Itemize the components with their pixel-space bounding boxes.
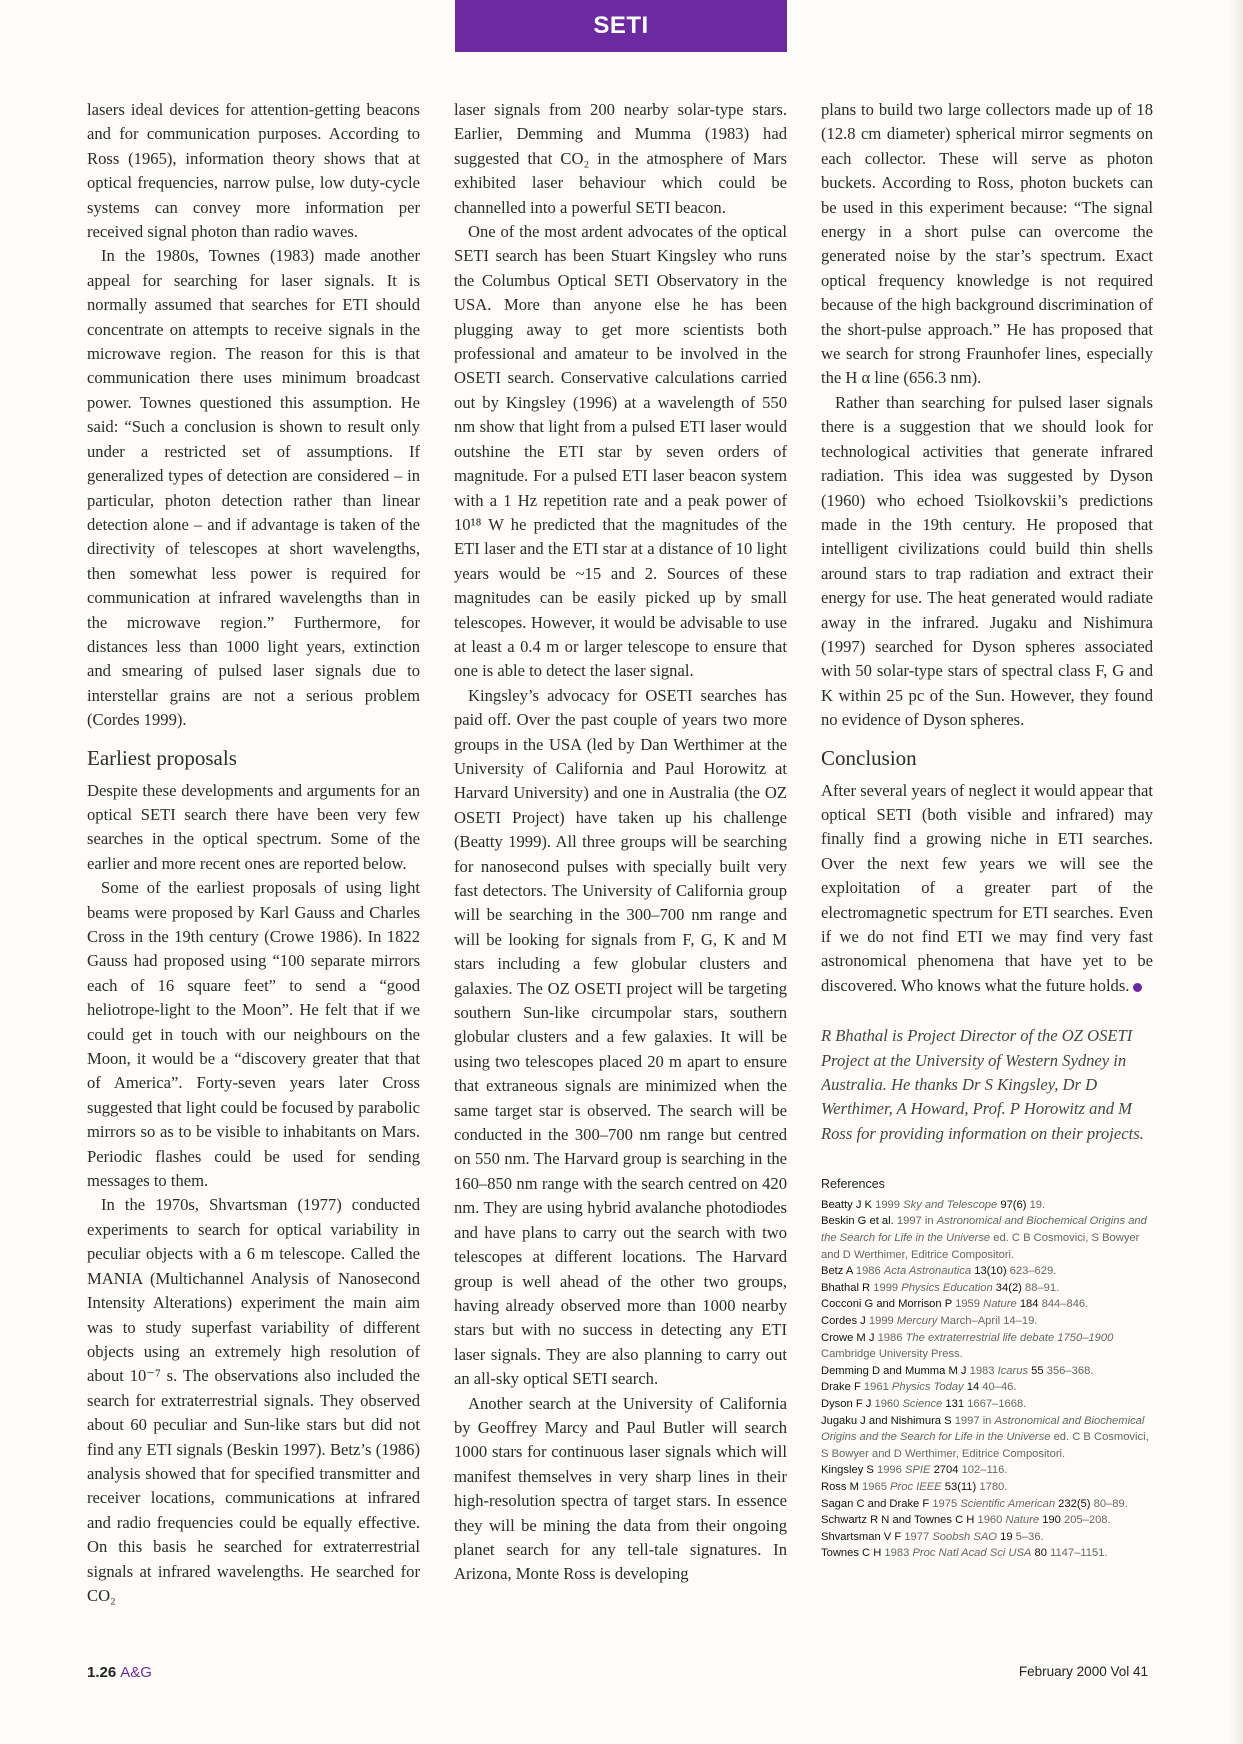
- reference-author: Cordes J: [821, 1315, 866, 1327]
- reference-pages: 205–208.: [1063, 1514, 1111, 1527]
- reference-year: 1997 in: [896, 1215, 934, 1228]
- reference-volume: 184: [1019, 1298, 1039, 1311]
- column-3: [821, 98, 1153, 1638]
- reference-journal: Soobsh SAO: [932, 1530, 997, 1543]
- page-footer-left: [87, 1664, 152, 1681]
- reference-pages: 844–846.: [1041, 1298, 1089, 1311]
- reference-item: [821, 1529, 1153, 1546]
- reference-year: 1997 in: [954, 1414, 992, 1427]
- column-1: [87, 98, 420, 1638]
- reference-journal: Astronomical and Biochemical Origins and the Search for Life in the Universe: [821, 1414, 1145, 1444]
- reference-author: Beskin G et al.: [821, 1215, 894, 1228]
- section-banner: SETI: [455, 0, 787, 52]
- reference-pages: 88–91.: [1025, 1281, 1060, 1294]
- reference-journal: Nature: [1005, 1514, 1040, 1527]
- reference-volume: 55: [1031, 1364, 1044, 1377]
- reference-author: Ross M: [821, 1480, 859, 1493]
- reference-pages: 1780.: [979, 1480, 1008, 1493]
- reference-author: Demming D and Mumma M J: [821, 1364, 967, 1377]
- paragraph: plans to build two large collectors made up of 18 (12.8 cm diameter) spherical mirror segments on each collector. These will serve as photon buckets. According to Ross, photon buckets can be used in this experiment because: “The signal energy in a short pulse can overcome the generated noise by the star’s spectrum. Exact optical frequency knowledge is not required because of the high background discrimination of the short-pulse approach.” He has proposed that we search for strong Fraunhofer lines, especially the H α line (656.3 nm).: [821, 100, 1153, 388]
- reference-year: 1986: [877, 1331, 903, 1344]
- reference-author: Jugaku J and Nishimura S: [821, 1414, 952, 1427]
- reference-item: [821, 1545, 1153, 1562]
- reference-year: 1975: [932, 1497, 958, 1510]
- paragraph: One of the most ardent advocates of the optical SETI search has been Stuart Kingsley who runs the Columbus Optical SETI Observatory in the USA. More than anyone else he has been plugging away to get more scientists both professional and amateur to be involved in the OSETI search. Conservative calculations carried out by Kingsley (1996) at a wavelength of 550 nm show that light from a pulsed ETI laser would outshine the ETI star by seven orders of magnitude. For a pulsed ETI laser beacon system with a 1 Hz repetition rate and a peak power of 10¹⁸ W he predicted that the magnitudes of the ETI laser and the ETI star at a distance of 10 light years would be ~15 and 2. Sources of these magnitudes can be easily picked up by small telescopes. However, it would be advisable to use at least a 0.4 m or larger telescope to ensure that one is able to detect the laser signal.: [454, 222, 787, 681]
- reference-item: [821, 1512, 1153, 1529]
- reference-journal: Physics Today: [891, 1381, 964, 1394]
- reference-journal: Scientific American: [960, 1497, 1056, 1510]
- reference-journal: Sky and Telescope: [903, 1198, 998, 1211]
- reference-author: Schwartz R N and Townes C H: [821, 1514, 975, 1527]
- reference-item: [821, 1263, 1153, 1280]
- reference-author: Shvartsman V F: [821, 1530, 902, 1543]
- reference-author: Dyson F J: [821, 1397, 872, 1410]
- reference-year: 1999: [868, 1315, 894, 1327]
- reference-volume: 53(11): [944, 1480, 977, 1493]
- reference-volume: 97(6): [1000, 1198, 1027, 1211]
- reference-year: 1999: [873, 1281, 899, 1294]
- column-2: [454, 98, 787, 1638]
- reference-journal: Nature: [983, 1298, 1017, 1311]
- reference-journal: Proc IEEE: [890, 1480, 942, 1493]
- reference-volume: 131: [945, 1397, 965, 1410]
- issue-info: February 2000 Vol 41: [1018, 1664, 1148, 1679]
- reference-item: [821, 1313, 1153, 1330]
- reference-item: [821, 1197, 1153, 1214]
- reference-author: Townes C H: [821, 1547, 882, 1560]
- reference-year: 1977: [904, 1530, 930, 1543]
- page-number: 1.26: [87, 1664, 117, 1681]
- reference-item: [821, 1479, 1153, 1496]
- section-heading: Conclusion: [821, 745, 917, 770]
- reference-year: 1986: [855, 1265, 881, 1278]
- reference-journal: Mercury: [896, 1315, 938, 1327]
- paragraph: Rather than searching for pulsed laser signals there is a suggestion that we should look for technological activities that generate infrared radiation. This idea was suggested by Dyson (1960) who echoed Tsiolkovskii’s predictions made in the 19th century. He proposed that intelligent civilizations could build thin shells around stars to trap radiation and extract their energy for use. The heat generated would radiate away in the infrared. Jugaku and Nishimura (1997) searched for Dyson spheres associated with 50 solar-type stars of spectral class F, G and K within 25 pc of the Sun. However, they found no evidence of Dyson spheres.: [821, 392, 1153, 730]
- reference-pages: ed. C B Cosmovici, S Bowyer and D Werthimer, Editrice Compositori.: [821, 1232, 1140, 1261]
- reference-year: 1960: [977, 1514, 1003, 1527]
- reference-pages: 40–46.: [982, 1381, 1017, 1394]
- end-bullet-icon: [1133, 983, 1142, 992]
- reference-year: 1983: [969, 1364, 995, 1377]
- reference-journal: Astronomical and Biochemical Origins and the Search for Life in the Universe: [821, 1215, 1147, 1245]
- reference-item: [821, 1413, 1153, 1463]
- reference-item: [821, 1462, 1153, 1479]
- reference-pages: 623–629.: [1009, 1265, 1057, 1278]
- reference-journal: The extraterrestrial life debate 1750–1900: [905, 1331, 1114, 1344]
- journal-logo: A&G: [120, 1664, 152, 1681]
- paragraph: In the 1980s, Townes (1983) made another appeal for searching for laser signals. It is normally assumed that searches for ETI should concentrate on attempts to receive signals in the microwave region. The reason for this is that communication there uses minimum broadcast power. Townes questioned this assumption. He said: “Such a conclusion is shown to result only under a restricted set of assumptions. If generalized types of detection are considered – in particular, photon detection rather than linear detection alone – and if advantage is taken of the directivity of telescopes at short wavelengths, then somewhat less power is required for communication at infrared wavelengths than in the microwave region.” Furthermore, for distances less than 1000 light years, extinction and smearing of pulsed laser signals due to interstellar grains are not a serious problem (Cordes 1999).: [87, 246, 420, 730]
- reference-journal: SPIE: [904, 1464, 931, 1477]
- paragraph: lasers ideal devices for attention-getting beacons and for communication purposes. According to Ross (1965), information theory shows that at optical frequencies, narrow pulse, low duty-cycle systems can convey more information per received signal photon than radio waves.: [87, 100, 420, 242]
- author-note: R Bhathal is Project Director of the OZ OSETI Project at the University of Western Sydney in Australia. He thanks Dr S Kingsley, Dr D Werthimer, A Howard, Prof. P Horowitz and M Ross for providing information on their projects.: [821, 1026, 1144, 1143]
- reference-pages: 356–368.: [1046, 1364, 1094, 1377]
- reference-volume: 13(10): [974, 1265, 1007, 1278]
- reference-volume: 2704: [933, 1464, 959, 1477]
- reference-pages: 80–89.: [1093, 1497, 1128, 1510]
- reference-item: [821, 1330, 1153, 1363]
- reference-pages: 5–36.: [1015, 1530, 1044, 1543]
- page-edge: [1229, 0, 1243, 1744]
- reference-year: 1983: [884, 1547, 910, 1560]
- reference-year: 1999: [875, 1198, 900, 1211]
- reference-journal: Proc Natl Acad Sci USA: [912, 1547, 1032, 1560]
- reference-volume: 34(2): [995, 1281, 1022, 1294]
- reference-year: 1960: [874, 1397, 900, 1410]
- reference-author: Betz A: [821, 1265, 853, 1278]
- reference-author: Crowe M J: [821, 1331, 875, 1344]
- reference-author: Kingsley S: [821, 1464, 874, 1477]
- reference-item: [821, 1280, 1153, 1297]
- reference-item: [821, 1296, 1153, 1313]
- reference-pages: ed. C B Cosmovici, S Bowyer and D Werthimer, Editrice Compositori.: [821, 1431, 1149, 1460]
- reference-volume: 232(5): [1058, 1497, 1091, 1510]
- reference-pages: 1667–1668.: [967, 1397, 1027, 1410]
- reference-item: [821, 1496, 1153, 1513]
- paragraph: [821, 779, 1153, 999]
- references-title: References: [821, 1177, 885, 1192]
- reference-item: [821, 1363, 1153, 1380]
- reference-author: Bhathal R: [821, 1281, 871, 1294]
- reference-journal: Physics Education: [901, 1281, 993, 1294]
- reference-year: 1965: [862, 1480, 887, 1493]
- reference-volume: 80: [1034, 1547, 1047, 1560]
- reference-pages: March–April 14–19.: [940, 1315, 1038, 1327]
- reference-year: 1959: [955, 1298, 980, 1311]
- reference-volume: 19: [1000, 1530, 1013, 1543]
- paragraph: laser signals from 200 nearby solar-type stars. Earlier, Demming and Mumma (1983) had suggested that CO₂ in the atmosphere of Mars exhibited laser behaviour which could be channelled into a powerful SETI beacon.: [454, 100, 787, 217]
- reference-author: Cocconi G and Morrison P: [821, 1298, 952, 1311]
- reference-volume: 14: [966, 1381, 980, 1394]
- reference-author: Sagan C and Drake F: [821, 1497, 930, 1510]
- conclusion-text: After several years of neglect it would appear that optical SETI (both visible and infrared) may finally find a growing niche in ETI searches. Over the next few years we will see the exploitation of a greater part of the electromagnetic spectrum for ETI searches. Even if we do not find ETI we may find very fast astronomical phenomena that have yet to be discovered. Who knows what the future holds.: [821, 780, 1153, 995]
- paragraph: Another search at the University of California by Geoffrey Marcy and Paul Butler will search 1000 stars for continuous laser signals which will manifest themselves in very sharp lines in their high-resolution spectra of target stars. In essence they will be mining the data from their ongoing planet search for any tell-tale signatures. In Arizona, Monte Ross is developing: [454, 1393, 787, 1584]
- reference-pages: 102–116.: [961, 1464, 1008, 1477]
- reference-journal: Icarus: [997, 1364, 1029, 1377]
- reference-volume: 190: [1042, 1514, 1061, 1527]
- paragraph: In the 1970s, Shvartsman (1977) conducted experiments to search for optical variability in peculiar objects with a 6 m telescope. Called the MANIA (Multichannel Analysis of Nanosecond Intensity Alterations) experiment the main aim was to study superfast variability of different objects using an extremely high resolution of about 10⁻⁷ s. The observations also included the search for extraterrestrial signals. They observed about 60 peculiar and Sun-like stars but did not find any ETI signals (Beskin 1997). Betz’s (1986) analysis showed that for specified transmitter and receiver locations, communications at infrared and radio frequencies could be equally effective. On this basis he searched for extraterrestrial signals at infrared wavelengths. He searched for CO₂: [87, 1195, 420, 1605]
- paragraph: Some of the earliest proposals of using light beams were proposed by Karl Gauss and Charles Cross in the 19th century (Crowe 1986). In 1822 Gauss had proposed using “100 separate mirrors each of 16 square feet” to send a “good heliotrope-light to the Moon”. He felt that if we could get in touch with our neighbours on the Moon, it would be a “discovery greater that that of America”. Forty-seven years later Cross suggested that light could be focused by parabolic mirrors so as to be visible to inhabitants on Mars. Periodic flashes could be used for sending messages to them.: [87, 878, 420, 1191]
- reference-pages: 19.: [1029, 1198, 1046, 1211]
- reference-year: 1996: [876, 1464, 902, 1477]
- reference-author: Drake F: [821, 1381, 861, 1394]
- reference-journal: Science: [902, 1397, 943, 1410]
- reference-pages: Cambridge University Press.: [821, 1348, 963, 1361]
- section-heading: Earliest proposals: [87, 745, 237, 770]
- reference-pages: 1147–1151.: [1050, 1547, 1108, 1560]
- paragraph: Kingsley’s advocacy for OSETI searches has paid off. Over the past couple of years two more groups in the USA (led by Dan Werthimer at the University of California and Paul Horowitz at Harvard University) and one in Australia (the OZ OSETI Project) have taken up his challenge (Beatty 1999). All three groups will be searching for nanosecond pulses with specially built very fast detectors. The University of California group will be searching in the 300–700 nm range and will be looking for signals from F, G, K and M stars including a few globular clusters and galaxies. The OZ OSETI project will be targeting southern Sun-like circumpolar stars, southern globular clusters and a few galaxies. It will be using two telescopes placed 20 m apart to ensure that extraneous signals are minimized when the same target star is observed. The search will be conducted in the 300–700 nm range but centred on 550 nm. The Harvard group is searching in the 160–850 nm range with the search centred on 420 nm. They are using hybrid avalanche photodiodes and have plans to carry out the search with two telescopes at different locations. The Harvard group is well ahead of the other two groups, having already observed more than 1000 nearby stars but with no success in detecting any ETI laser signals. They are also planning to carry out an all-sky optical SETI search.: [454, 685, 787, 1389]
- reference-item: [821, 1396, 1153, 1413]
- reference-item: [821, 1379, 1153, 1396]
- reference-item: [821, 1213, 1153, 1263]
- paragraph: Despite these developments and arguments for an optical SETI search there have been very few searches in the optical spectrum. Some of the earlier and more recent ones are reported below.: [87, 780, 420, 873]
- reference-list: [821, 1197, 1153, 1562]
- reference-year: 1961: [863, 1381, 889, 1394]
- reference-journal: Acta Astronautica: [883, 1265, 972, 1278]
- reference-author: Beatty J K: [821, 1198, 872, 1211]
- references: [821, 1176, 1153, 1562]
